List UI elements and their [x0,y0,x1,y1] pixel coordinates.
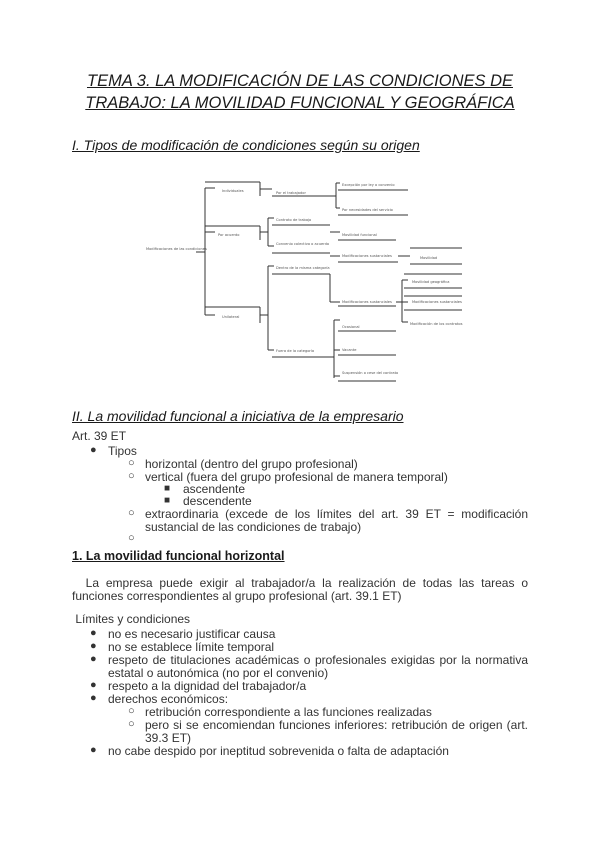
bullet-circle: ○ [128,705,135,717]
bullet-circle: ○ [128,718,135,730]
tipo-horizontal: horizontal (dentro del grupo profesional) [145,457,358,471]
limit-subitem [145,719,528,745]
extra-line-1: extraordinaria (excede de los límites del art. 39 ET = modificación [145,507,528,521]
para-line-1: La empresa puede exigir al trabajador/a la realización de todas las tareas o [72,576,528,590]
limit-item: respeto a la dignidad del trabajador/a [108,679,307,693]
extra-line-2: sustancial de las condiciones de trabajo) [145,520,362,534]
limit-item: no se establece límite temporal [108,640,275,654]
bullet-square: ■ [164,483,171,494]
diagram-r2: Movilidad geográfica [412,280,450,284]
tipos-label: Tipos [108,444,137,458]
bullet-circle: ○ [128,470,135,482]
limit-subitem-line: 39.3 ET) [145,731,192,745]
limit-item-line: estatal o autonómica (no por el convenio) [108,666,329,680]
section-2-heading: II. La movilidad funcional a iniciativa de la empresario [72,408,404,424]
limit-item-line: respeto de titulaciones académicas o profesionales exigidas por la normativa [108,653,528,667]
vertical-ascendente: ascendente [183,482,246,496]
bullet-circle: ○ [128,507,135,519]
section-1-heading: I. Tipos de modificación de condiciones según su origen [72,137,420,153]
bullet-dot: ● [90,640,97,652]
limit-subitem-line: pero si se encomiendan funciones inferiores: retribución de origen (art. [145,718,528,732]
diagram-l7: Vacante [342,348,357,352]
title-line-2: TRABAJO: LA MOVILIDAD FUNCIONAL Y GEOGRÁFICA [85,94,515,112]
diagram-n2b: Convenio colectivo o acuerdo [276,242,330,246]
diagram-l5: Modificaciones sustanciales [342,300,392,304]
limits-label: Límites y condiciones [72,612,191,626]
bullet-circle: ○ [128,457,135,469]
diagram-l3: Movilidad funcional [342,233,377,237]
tipo-extraordinaria [145,508,528,534]
bullet-square: ■ [164,495,171,506]
limit-item: derechos económicos: [108,692,229,706]
diagram-l2: Por necesidades del servicio [342,208,393,212]
title-line-1: TEMA 3. LA MODIFICACIÓN DE LAS CONDICIONES DE [86,72,513,90]
bullet-dot: ● [90,744,97,756]
diagram-r4: Modificación de los contratos [410,322,463,326]
diagram-r3: Modificaciones sustanciales [412,300,462,304]
bullet-dot: ● [90,653,97,665]
limit-item [108,654,528,680]
diagram-n2: Por acuerdo [218,233,240,237]
bullet-circle: ○ [128,532,135,544]
diagram-l4: Modificaciones sustanciales [342,254,392,258]
diagram-n1a: Por el trabajador [276,191,306,195]
diagram-l8: Suspensión o cese del contrato [342,371,399,375]
diagram-r1: Movilidad [420,256,438,260]
limit-item: no cabe despido por ineptitud sobrevenida o falta de adaptación [108,744,449,758]
tipo-vertical: vertical (fuera del grupo profesional de manera temporal) [145,470,448,484]
diagram-l6: Ocasional [342,325,360,329]
limit-subitem: retribución correspondiente a las funciones realizadas [145,705,432,719]
diagram-n3b: Fuera de la categoría [276,349,315,353]
bullet-dot: ● [90,627,97,639]
diagram-n3: Unilateral [222,315,240,319]
bullet-dot: ● [90,679,97,691]
article-reference: Art. 39 ET [72,429,127,443]
vertical-descendente: descendente [183,494,252,508]
limit-item: no es necesario justificar causa [108,627,276,641]
subsection-1-heading: 1. La movilidad funcional horizontal [72,549,285,563]
diagram-root: Modificaciones de las condiciones [146,247,207,251]
subsection-1-paragraph [72,577,528,603]
diagram-l1: Excepción por ley o convenio [342,183,395,187]
diagram-n2a: Contrato de trabajo [276,218,312,222]
para-line-2: funciones correspondientes al grupo profesional (art. 39.1 ET) [72,589,402,603]
bullet-dot: ● [90,692,97,704]
diagram-n1: Individuales [222,189,244,193]
bullet-dot: ● [90,444,97,456]
diagram-n3a: Dentro de la misma categoría [276,266,330,270]
